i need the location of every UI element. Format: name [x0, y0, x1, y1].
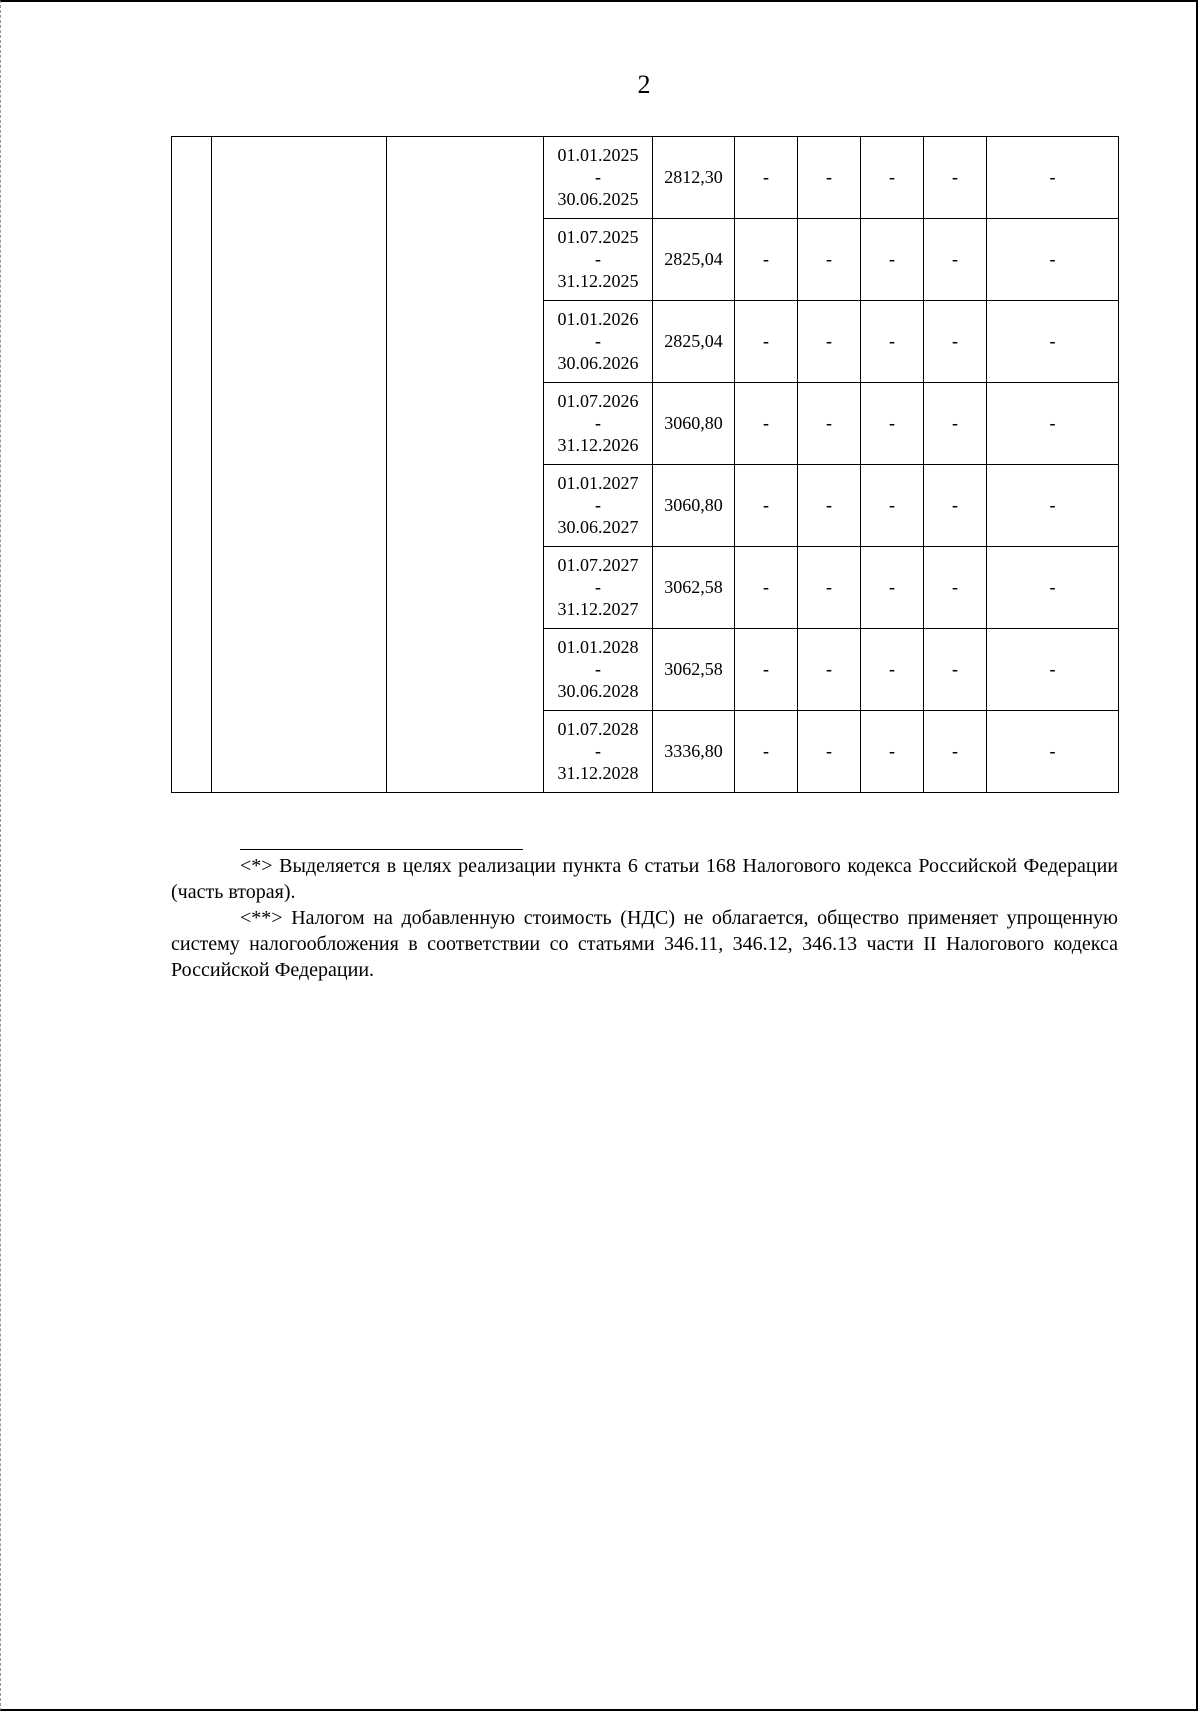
- dash-cell: -: [987, 219, 1119, 301]
- period-cell: [544, 465, 653, 547]
- dash-cell: -: [735, 711, 798, 793]
- dash-cell: -: [987, 547, 1119, 629]
- dash-cell: -: [924, 137, 987, 219]
- tariff-value: 3060,80: [653, 465, 735, 547]
- dash-cell: -: [798, 383, 861, 465]
- tariff-value: 2812,30: [653, 137, 735, 219]
- period-start: 01.01.2027: [557, 473, 639, 493]
- tariff-value: 3336,80: [653, 711, 735, 793]
- dash-cell: -: [924, 711, 987, 793]
- period-cell: [544, 219, 653, 301]
- tariff-value: 2825,04: [653, 301, 735, 383]
- period-separator: -: [595, 495, 601, 515]
- tariff-value: 3062,58: [653, 629, 735, 711]
- dash-cell: -: [924, 383, 987, 465]
- tariff-value: 3060,80: [653, 383, 735, 465]
- footnotes: [171, 853, 1118, 983]
- dash-cell: -: [798, 465, 861, 547]
- dash-cell: -: [987, 383, 1119, 465]
- table-body: [172, 137, 1119, 793]
- period-separator: -: [595, 331, 601, 351]
- dash-cell: -: [924, 547, 987, 629]
- dash-cell: -: [861, 383, 924, 465]
- period-start: 01.01.2025: [557, 145, 639, 165]
- period-end: 30.06.2027: [557, 517, 639, 537]
- period-cell: [544, 711, 653, 793]
- dash-cell: -: [924, 629, 987, 711]
- period-separator: -: [595, 659, 601, 679]
- page-number: 2: [637, 70, 651, 99]
- period-end: 31.12.2026: [557, 435, 639, 455]
- period-separator: -: [595, 249, 601, 269]
- period-cell: [544, 301, 653, 383]
- dash-cell: -: [861, 629, 924, 711]
- dash-cell: -: [924, 301, 987, 383]
- dash-cell: -: [924, 465, 987, 547]
- dash-cell: -: [924, 219, 987, 301]
- period-separator: -: [595, 167, 601, 187]
- dash-cell: -: [798, 301, 861, 383]
- period-cell: [544, 547, 653, 629]
- dash-cell: -: [987, 711, 1119, 793]
- period-end: 31.12.2028: [557, 763, 639, 783]
- period-cell: [544, 629, 653, 711]
- period-start: 01.07.2025: [557, 227, 639, 247]
- dash-cell: -: [861, 547, 924, 629]
- table-row: [172, 137, 1119, 219]
- dash-cell: -: [798, 219, 861, 301]
- dash-cell: -: [861, 465, 924, 547]
- service-column: [387, 137, 544, 793]
- dash-cell: -: [735, 629, 798, 711]
- organization-column: [212, 137, 387, 793]
- dash-cell: -: [861, 137, 924, 219]
- tariff-value: 3062,58: [653, 547, 735, 629]
- period-end: 30.06.2026: [557, 353, 639, 373]
- dash-cell: -: [735, 383, 798, 465]
- period-separator: -: [595, 577, 601, 597]
- dash-cell: -: [987, 301, 1119, 383]
- dash-cell: -: [735, 547, 798, 629]
- period-start: 01.01.2026: [557, 309, 639, 329]
- period-start: 01.07.2027: [557, 555, 639, 575]
- period-start: 01.07.2028: [557, 719, 639, 739]
- dash-cell: -: [987, 465, 1119, 547]
- period-start: 01.01.2028: [557, 637, 639, 657]
- tariff-table: [171, 136, 1119, 793]
- dash-cell: -: [987, 629, 1119, 711]
- period-separator: -: [595, 413, 601, 433]
- dash-cell: -: [798, 137, 861, 219]
- dash-cell: -: [861, 219, 924, 301]
- period-cell: [544, 137, 653, 219]
- tariff-value: 2825,04: [653, 219, 735, 301]
- dash-cell: -: [798, 711, 861, 793]
- period-separator: -: [595, 741, 601, 761]
- dash-cell: -: [735, 301, 798, 383]
- dash-cell: -: [798, 629, 861, 711]
- footnote-vat-allocation: <*> Выделяется в целях реализации пункта 6 статьи 168 Налогового кодекса Российской Федерации (часть вторая).: [171, 855, 1118, 903]
- dash-cell: -: [735, 219, 798, 301]
- period-start: 01.07.2026: [557, 391, 639, 411]
- period-end: 31.12.2027: [557, 599, 639, 619]
- period-end: 30.06.2025: [557, 189, 639, 209]
- dash-cell: -: [735, 465, 798, 547]
- dash-cell: -: [861, 301, 924, 383]
- footnote-vat-exemption: <**> Налогом на добавленную стоимость (НДС) не облагается, общество применяет упрощенную систему налогообложения в соответствии со статьями 346.11, 346.12, 346.13 части II Налогового кодекса Российской Федерации.: [171, 907, 1118, 981]
- dash-cell: -: [987, 137, 1119, 219]
- row-number-column: [172, 137, 212, 793]
- dash-cell: -: [735, 137, 798, 219]
- period-end: 31.12.2025: [557, 271, 639, 291]
- dash-cell: -: [798, 547, 861, 629]
- period-cell: [544, 383, 653, 465]
- period-end: 30.06.2028: [557, 681, 639, 701]
- footnote-separator: [240, 849, 523, 850]
- dash-cell: -: [861, 711, 924, 793]
